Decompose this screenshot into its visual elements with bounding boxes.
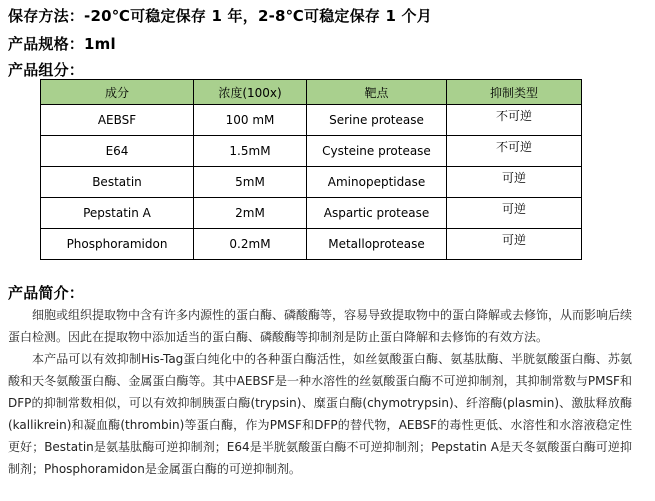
table-row: [41, 136, 582, 167]
cell-component: AEBSF: [41, 105, 194, 136]
cell-inhibition-type: 可逆: [447, 167, 582, 198]
cell-target: Metalloprotease: [307, 229, 447, 260]
intro-paragraph-1: 细胞或组织提取物中含有许多内源性的蛋白酶、磷酸酶等，容易导致提取物中的蛋白降解或去修饰，从而影响后续蛋白检测。因此在提取物中添加适当的蛋白酶、磷酸酶等抑制剂是防止蛋白降解和去修饰的有效方法。: [8, 308, 633, 344]
cell-inhibition-type: 可逆: [447, 198, 582, 229]
cell-component: E64: [41, 136, 194, 167]
composition-heading: 产品组分：: [8, 61, 85, 79]
cell-component: Pepstatin A: [41, 198, 194, 229]
cell-target: Cysteine protease: [307, 136, 447, 167]
cell-concentration: 2mM: [194, 198, 307, 229]
table-row: [41, 198, 582, 229]
table-header-row: [41, 80, 582, 105]
storage-label: 保存方法：: [8, 7, 85, 25]
cell-inhibition-type: 不可逆: [447, 136, 582, 167]
column-header-concentration: 浓度(100x): [194, 80, 307, 105]
intro-paragraph-2: 本产品可以有效抑制His-Tag蛋白纯化中的各种蛋白酶活性，如丝氨酸蛋白酶、氨基肽酶、半胱氨酸蛋白酶、苏氨酸和天冬氨酸蛋白酶、金属蛋白酶等。其中AEBSF是一种水溶性的丝氨酸蛋白酶不可逆抑制剂，其抑制常数与PMSF和DFP的抑制常数相似，可以有效抑制胰蛋白酶(trypsin)、糜蛋白酶(chymotrypsin)、纤溶酶(plasmin)、激肽释放酶(kallikrein)和凝血酶(thrombin)等蛋白酶，作为PMSF和DFP的替代物，AEBSF的毒性更低、水溶性和水溶液稳定性更好；Bestatin是氨基肽酶可逆抑制剂；E64是半胱氨酸蛋白酶不可逆抑制剂；Pepstatin A是天冬氨酸蛋白酶可逆抑制剂；Phosphoramidon是金属蛋白酶的可逆抑制剂。: [8, 352, 632, 476]
cell-inhibition-type: 可逆: [447, 229, 582, 260]
cell-concentration: 100 mM: [194, 105, 307, 136]
intro-heading: 产品简介：: [8, 284, 85, 302]
table-row: [41, 105, 582, 136]
spec-label: 产品规格：: [8, 35, 85, 53]
spec-line: [8, 33, 116, 54]
cell-target: Serine protease: [307, 105, 447, 136]
cell-target: Aminopeptidase: [307, 167, 447, 198]
storage-line: [8, 5, 432, 26]
table-row: [41, 229, 582, 260]
spec-text: 1ml: [84, 35, 116, 53]
table-row: [41, 167, 582, 198]
column-header-target: 靶点: [307, 80, 447, 105]
cell-target: Aspartic protease: [307, 198, 447, 229]
cell-concentration: 5mM: [194, 167, 307, 198]
cell-concentration: 0.2mM: [194, 229, 307, 260]
composition-table: [40, 79, 582, 260]
storage-text: -20℃可稳定保存 1 年，2-8℃可稳定保存 1 个月: [84, 7, 432, 25]
cell-component: Phosphoramidon: [41, 229, 194, 260]
column-header-component: 成分: [41, 80, 194, 105]
cell-concentration: 1.5mM: [194, 136, 307, 167]
column-header-inhibition-type: 抑制类型: [447, 80, 582, 105]
cell-inhibition-type: 不可逆: [447, 105, 582, 136]
cell-component: Bestatin: [41, 167, 194, 198]
